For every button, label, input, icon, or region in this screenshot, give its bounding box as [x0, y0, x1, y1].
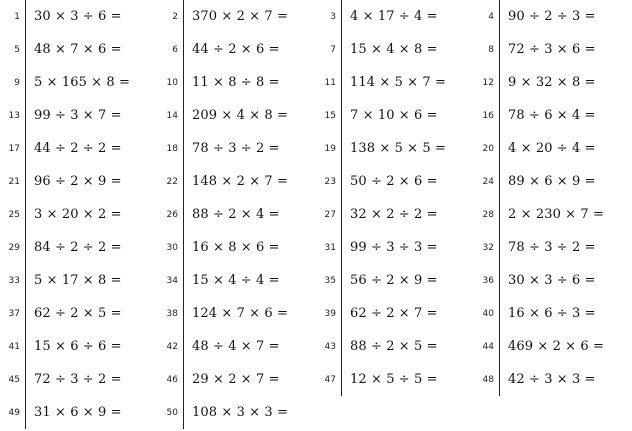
- problem-cell: [316, 0, 474, 33]
- problem-number: 14: [166, 110, 178, 121]
- problem-cell: [158, 231, 316, 264]
- problem-cell: [474, 66, 632, 99]
- problem-number: 41: [8, 341, 20, 352]
- problem-expression: 11 × 8 ÷ 8 =: [192, 75, 280, 90]
- problem-cell: [0, 165, 158, 198]
- problem-expression: 108 × 3 × 3 =: [192, 405, 288, 420]
- problem-cell: [158, 264, 316, 297]
- problem-cell: [474, 198, 632, 231]
- problem-expression: 31 × 6 × 9 =: [34, 405, 122, 420]
- problem-expression: 4 × 20 ÷ 4 =: [508, 141, 596, 156]
- problem-cell: [0, 264, 158, 297]
- problem-number: 15: [324, 110, 336, 121]
- problem-expression: 370 × 2 × 7 =: [192, 9, 288, 24]
- problem-expression: 30 × 3 ÷ 6 =: [508, 273, 596, 288]
- problem-number: 27: [324, 209, 336, 220]
- problem-expression: 29 × 2 × 7 =: [192, 372, 280, 387]
- problem-number: 21: [8, 176, 20, 187]
- problem-expression: 48 × 7 × 6 =: [34, 42, 122, 57]
- problem-expression: 9 × 32 × 8 =: [508, 75, 596, 90]
- problem-number: 7: [330, 44, 336, 55]
- problem-cell: [474, 363, 632, 396]
- problem-expression: 99 ÷ 3 ÷ 3 =: [350, 240, 438, 255]
- problem-cell: [316, 33, 474, 66]
- problem-number: 30: [166, 242, 178, 253]
- problem-cell: [158, 363, 316, 396]
- problem-number: 22: [166, 176, 178, 187]
- problem-cell: [316, 198, 474, 231]
- problem-cell: [474, 0, 632, 33]
- problem-expression: 62 ÷ 2 × 5 =: [34, 306, 122, 321]
- problem-cell: [0, 198, 158, 231]
- problem-number: 36: [482, 275, 494, 286]
- problem-cell: [316, 330, 474, 363]
- problem-expression: 44 ÷ 2 ÷ 2 =: [34, 141, 122, 156]
- problem-number: 17: [8, 143, 20, 154]
- problem-number: 40: [482, 308, 494, 319]
- problem-cell: [0, 330, 158, 363]
- problem-number: 46: [166, 374, 178, 385]
- problem-expression: 72 ÷ 3 ÷ 2 =: [34, 372, 122, 387]
- problem-expression: 124 × 7 × 6 =: [192, 306, 288, 321]
- problem-cell: [158, 66, 316, 99]
- problem-cell: [316, 297, 474, 330]
- problem-expression: 42 ÷ 3 × 3 =: [508, 372, 596, 387]
- problem-number: 9: [14, 77, 20, 88]
- problem-cell: [158, 33, 316, 66]
- problem-number: 42: [166, 341, 178, 352]
- problem-number: 3: [330, 11, 336, 22]
- problem-expression: 48 ÷ 4 × 7 =: [192, 339, 280, 354]
- problem-expression: 4 × 17 ÷ 4 =: [350, 9, 438, 24]
- problem-expression: 90 ÷ 2 ÷ 3 =: [508, 9, 596, 24]
- problem-cell: [158, 198, 316, 231]
- problem-number: 20: [482, 143, 494, 154]
- problem-number: 39: [324, 308, 336, 319]
- problem-expression: 88 ÷ 2 × 4 =: [192, 207, 280, 222]
- problem-cell: [316, 264, 474, 297]
- problem-number: 49: [8, 407, 20, 418]
- problem-number: 24: [482, 176, 494, 187]
- problem-cell: [0, 132, 158, 165]
- problem-cell: [316, 363, 474, 396]
- problem-number: 31: [324, 242, 336, 253]
- problem-number: 32: [482, 242, 494, 253]
- problem-expression: 3 × 20 × 2 =: [34, 207, 122, 222]
- problem-number: 8: [488, 44, 494, 55]
- problem-cell: [0, 363, 158, 396]
- problem-cell: [158, 297, 316, 330]
- problem-expression: 469 × 2 × 6 =: [508, 339, 604, 354]
- problem-expression: 72 ÷ 3 × 6 =: [508, 42, 596, 57]
- problem-expression: 96 ÷ 2 × 9 =: [34, 174, 122, 189]
- problem-number: 28: [482, 209, 494, 220]
- problem-expression: 99 ÷ 3 × 7 =: [34, 108, 122, 123]
- problem-expression: 78 ÷ 3 ÷ 2 =: [192, 141, 280, 156]
- problem-number: 37: [8, 308, 20, 319]
- problem-cell: [474, 132, 632, 165]
- problem-expression: 5 × 17 × 8 =: [34, 273, 122, 288]
- problem-expression: 148 × 2 × 7 =: [192, 174, 288, 189]
- problem-expression: 62 ÷ 2 × 7 =: [350, 306, 438, 321]
- problem-cell: [316, 165, 474, 198]
- problem-cell: [316, 66, 474, 99]
- problem-number: 45: [8, 374, 20, 385]
- problem-expression: 56 ÷ 2 × 9 =: [350, 273, 438, 288]
- problem-number: 25: [8, 209, 20, 220]
- problem-cell: [474, 297, 632, 330]
- problem-expression: 88 ÷ 2 × 5 =: [350, 339, 438, 354]
- problem-expression: 78 ÷ 6 × 4 =: [508, 108, 596, 123]
- problem-cell: [0, 0, 158, 33]
- problem-expression: 5 × 165 × 8 =: [34, 75, 130, 90]
- problem-cell: [0, 33, 158, 66]
- problem-number: 33: [8, 275, 20, 286]
- problem-expression: 7 × 10 × 6 =: [350, 108, 438, 123]
- problem-number: 6: [172, 44, 178, 55]
- problem-expression: 84 ÷ 2 ÷ 2 =: [34, 240, 122, 255]
- problem-cell: [158, 132, 316, 165]
- problem-number: 12: [482, 77, 494, 88]
- problem-cell: [474, 264, 632, 297]
- problem-cell: [0, 396, 158, 429]
- problem-number: 11: [324, 77, 336, 88]
- problem-number: 44: [482, 341, 494, 352]
- problem-number: 47: [324, 374, 336, 385]
- problem-expression: 15 × 6 ÷ 6 =: [34, 339, 122, 354]
- problem-cell: [474, 33, 632, 66]
- problem-expression: 50 ÷ 2 × 6 =: [350, 174, 438, 189]
- problem-number: 18: [166, 143, 178, 154]
- problem-number: 43: [324, 341, 336, 352]
- problem-number: 48: [482, 374, 494, 385]
- problem-cell: [316, 231, 474, 264]
- problem-cell: [0, 231, 158, 264]
- problem-number: 10: [166, 77, 178, 88]
- problem-cell: [0, 66, 158, 99]
- problem-number: 19: [324, 143, 336, 154]
- problem-expression: 78 ÷ 3 ÷ 2 =: [508, 240, 596, 255]
- problem-expression: 15 × 4 ÷ 4 =: [192, 273, 280, 288]
- problem-number: 38: [166, 308, 178, 319]
- problem-cell: [474, 165, 632, 198]
- problem-cell: [158, 165, 316, 198]
- problem-number: 2: [172, 11, 178, 22]
- problem-number: 50: [166, 407, 178, 418]
- problem-expression: 15 × 4 × 8 =: [350, 42, 438, 57]
- problem-cell: [474, 330, 632, 363]
- problem-expression: 209 × 4 × 8 =: [192, 108, 288, 123]
- problem-number: 29: [8, 242, 20, 253]
- problem-number: 34: [166, 275, 178, 286]
- problem-expression: 138 × 5 × 5 =: [350, 141, 446, 156]
- problem-number: 23: [324, 176, 336, 187]
- problem-cell: [158, 330, 316, 363]
- problem-expression: 16 × 8 × 6 =: [192, 240, 280, 255]
- problem-cell: [0, 297, 158, 330]
- problem-cell: [316, 99, 474, 132]
- problem-cell: [316, 132, 474, 165]
- problem-number: 35: [324, 275, 336, 286]
- problem-number: 5: [14, 44, 20, 55]
- problem-number: 16: [482, 110, 494, 121]
- problem-cell: [158, 99, 316, 132]
- problem-expression: 32 × 2 ÷ 2 =: [350, 207, 438, 222]
- problem-cell: [0, 99, 158, 132]
- problem-number: 1: [14, 11, 20, 22]
- problem-cell: [474, 231, 632, 264]
- problem-cell: [158, 396, 316, 429]
- problem-expression: 12 × 5 ÷ 5 =: [350, 372, 438, 387]
- problem-number: 26: [166, 209, 178, 220]
- problem-expression: 30 × 3 ÷ 6 =: [34, 9, 122, 24]
- problem-expression: 2 × 230 × 7 =: [508, 207, 604, 222]
- problem-expression: 16 × 6 ÷ 3 =: [508, 306, 596, 321]
- problem-cell: [158, 0, 316, 33]
- problem-expression: 114 × 5 × 7 =: [350, 75, 446, 90]
- problem-cell: [474, 99, 632, 132]
- problem-number: 13: [8, 110, 20, 121]
- problem-number: 4: [488, 11, 494, 22]
- problem-expression: 89 × 6 × 9 =: [508, 174, 596, 189]
- problem-expression: 44 ÷ 2 × 6 =: [192, 42, 280, 57]
